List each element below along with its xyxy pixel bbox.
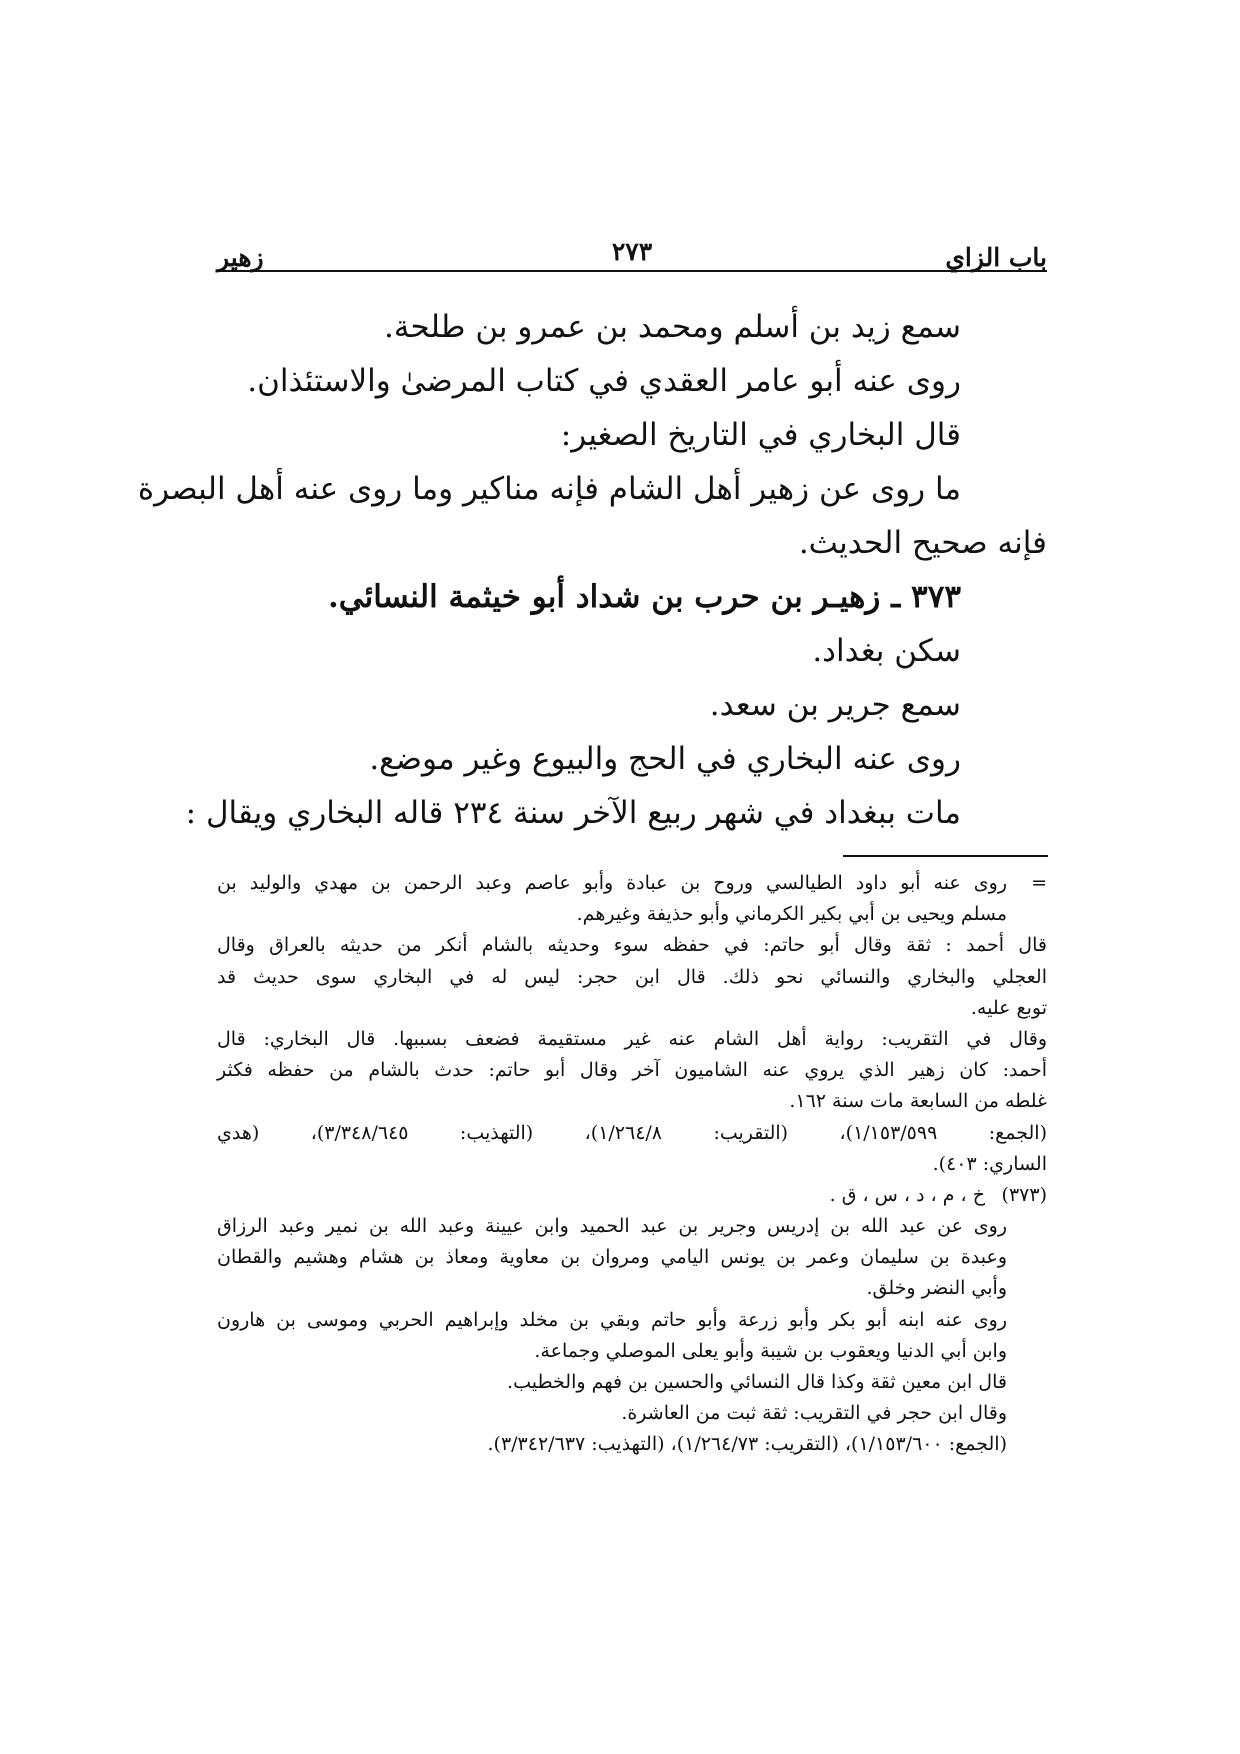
footnote-line: وقال ابن حجر في التقريب: ثقة ثبت من العاشرة. [621, 1402, 1007, 1425]
footnote-line: وعبدة بن سليمان وعمر بن يونس اليامي ومروان بن معاوية ومعاذ بن هشام وهشيم والقطان [217, 1246, 1007, 1269]
footnote-line: العجلي والبخاري والنسائي نحو ذلك. قال ابن حجر: ليس له في البخاري سوى حديث قد [217, 965, 1047, 988]
footnote-line: وأبي النضر وخلق. [866, 1277, 1007, 1300]
header-chapter-title: باب الزاي [945, 243, 1047, 272]
main-line-5: فإنه صحيح الحديث. [798, 525, 1047, 561]
main-line-9: روى عنه البخاري في الحج والبيوع وغير موضع. [369, 741, 961, 777]
footnote-line: روى عنه ابنه أبو بكر وأبو زرعة وأبو حاتم وبقي بن مخلد وإبراهيم الحربي وموسى بن هارون [217, 1308, 1007, 1331]
main-line-10: مات ببغداد في شهر ربيع الآخر سنة ٢٣٤ قاله البخاري ويقال : [185, 795, 961, 831]
header-entry-name: زهير [217, 243, 264, 272]
main-line-3: قال البخاري في التاريخ الصغير: [560, 417, 961, 453]
footnote-rule [843, 855, 1048, 857]
main-line-1: سمع زيد بن أسلم ومحمد بن عمرو بن طلحة. [384, 309, 961, 345]
entry-heading-373: ٣٧٣ ـ زهيـر بن حرب بن شداد أبو خيثمة النسائي. [327, 579, 961, 615]
footnote-line: روى عن عبد الله بن إدريس وجرير بن عبد الحميد وابن عيينة وعبد الله بن نمير وعبد الرزاق [217, 1215, 1007, 1238]
footnote-line: وابن أبي الدنيا ويعقوب بن شيبة وأبو يعلى الموصلي وجماعة. [534, 1339, 1007, 1362]
running-header [217, 222, 1047, 272]
footnote-block-373 [217, 1180, 1047, 1461]
footnote-line: قال ابن معين ثقة وكذا قال النسائي والحسين بن فهم والخطيب. [507, 1371, 1007, 1393]
footnote-symbols-line: خ ، م ، د ، س ، ق . [829, 1183, 985, 1206]
footnote-line: (الجمع: ١/١٥٣/٦٠٠)، (التقريب: ١/٢٦٤/٧٣)، (التهذيب: ٣/٣٤٢/٦٣٧). [487, 1433, 1007, 1456]
footnote-continuation-mark: = [1031, 872, 1047, 894]
footnote-block-continued [217, 868, 1047, 1180]
footnote-line: أحمد: كان زهير الذي يروي عنه الشاميون آخر وقال أبو حاتم: حدث بالشام من حفظه فكثر [217, 1059, 1047, 1082]
footnote-line: مسلم ويحيى بن أبي بكير الكرماني وأبو حذيفة وغيرهم. [576, 903, 1007, 926]
main-text [137, 300, 1047, 840]
footnote-line: (الجمع: ١/١٥٣/٥٩٩)، (التقريب: ١/٢٦٤/٨)، (التهذيب: ٣/٣٤٨/٦٤٥)، (هدي [217, 1121, 1047, 1144]
page-number: ٢٧٣ [611, 237, 653, 266]
footnote-line: غلطه من السابعة مات سنة ١٦٢. [789, 1090, 1047, 1113]
footnote-line: وقال في التقريب: رواية أهل الشام عنه غير مستقيمة فضعف بسببها. قال البخاري: قال [217, 1027, 1047, 1050]
footnotes [217, 868, 1047, 1461]
footnote-line: قال أحمد : ثقة وقال أبو حاتم: في حفظه سوء وحديثه بالشام أنكر من حديثه بالعراق وقال [217, 934, 1047, 957]
main-line-2: روى عنه أبو عامر العقدي في كتاب المرضىٰ والاستئذان. [247, 363, 961, 399]
footnote-line: الساري: ٤٠٣). [932, 1152, 1047, 1175]
main-line-8: سمع جرير بن سعد. [709, 687, 961, 723]
footnote-line: توبع عليه. [970, 996, 1047, 1019]
header-rule [217, 270, 1047, 272]
footnote-line: روى عنه أبو داود الطيالسي وروح بن عبادة وأبو عاصم وعبد الرحمن بن مهدي والوليد بن [217, 872, 1007, 894]
main-line-7: سكن بغداد. [812, 633, 961, 669]
footnote-number-373: (٣٧٣) [1001, 1183, 1047, 1206]
main-line-4: ما روى عن زهير أهل الشام فإنه مناكير وما روى عنه أهل البصرة [137, 471, 961, 507]
